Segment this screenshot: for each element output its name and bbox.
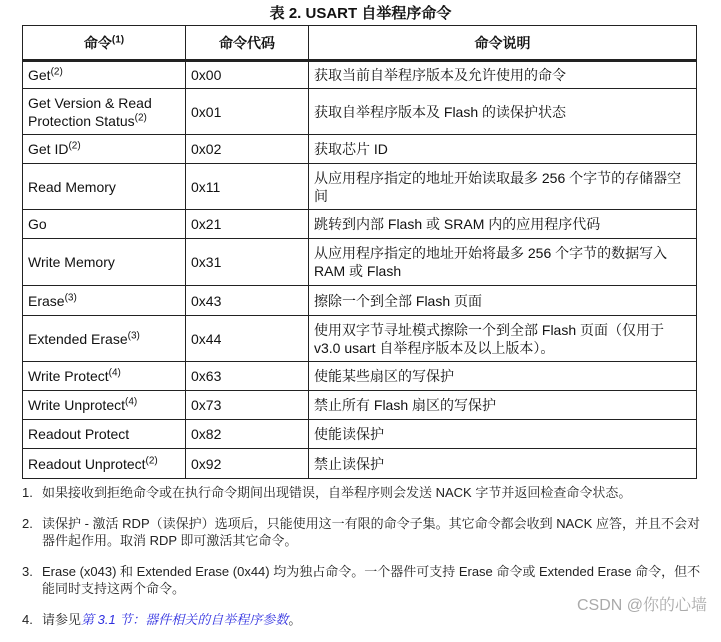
table-row: [23, 210, 697, 239]
command-code: 0x31: [186, 239, 309, 286]
usart-command-table: [22, 25, 697, 479]
header-code: 命令代码: [186, 26, 309, 61]
header-command: [23, 26, 186, 61]
command-name-cell: [23, 420, 186, 449]
footnote-ref: (2): [68, 140, 81, 152]
footnote-text: Erase (x043) 和 Extended Erase (0x44) 均为独占命令。一个器件可支持 Erase 命令或 Extended Erase 命令，但不能同时支持这两个命令。: [42, 564, 701, 596]
command-name: Get ID: [28, 141, 69, 157]
command-description: 获取自举程序版本及 Flash 的读保护状态: [309, 89, 697, 135]
footnote-number: 4.: [22, 612, 33, 627]
section-link[interactable]: 第 3.1 节：器件相关的自举程序参数: [81, 612, 289, 627]
command-name: Read Memory: [28, 178, 116, 195]
header-desc: 命令说明: [309, 26, 697, 61]
command-code: 0x92: [186, 449, 309, 479]
command-name-cell: [23, 89, 186, 135]
command-code: 0x02: [186, 135, 309, 164]
command-code: 0x43: [186, 286, 309, 316]
footnote-number: 1.: [22, 485, 33, 500]
table-row: [23, 135, 697, 164]
table-header-row: [23, 26, 697, 61]
command-name: Write Protect: [28, 368, 109, 384]
footnote-number: 3.: [22, 564, 33, 579]
command-name-cell: [23, 391, 186, 420]
command-name: Erase: [28, 292, 65, 309]
command-description: 禁止所有 Flash 扇区的写保护: [309, 391, 697, 420]
footnote-text: 如果接收到拒绝命令或在执行命令期间出现错误，自举程序则会发送 NACK 字节并返回检查命令状态。: [42, 485, 632, 500]
command-code: 0x00: [186, 61, 309, 89]
footnote: [22, 484, 702, 501]
footnote-ref: (2): [134, 111, 147, 123]
command-description: 跳转到内部 Flash 或 SRAM 内的应用程序代码: [309, 210, 697, 239]
header-command-label: 命令: [83, 34, 112, 51]
command-description: 使能某些扇区的写保护: [309, 362, 697, 391]
command-code: 0x73: [186, 391, 309, 420]
table-row: [23, 164, 697, 210]
table-row: [23, 89, 697, 135]
command-description: 擦除一个到全部 Flash 页面: [309, 286, 697, 316]
footnote-ref: (4): [108, 367, 121, 379]
table-row: [23, 391, 697, 420]
footnote-number: 2.: [22, 516, 33, 531]
table-row: [23, 286, 697, 316]
command-name-cell: [23, 316, 186, 362]
footnote: [22, 515, 702, 549]
table-row: [23, 239, 697, 286]
table-row: [23, 362, 697, 391]
table-row: [23, 316, 697, 362]
footnote-text: 读保护 - 激活 RDP（读保护）选项后，只能使用这一有限的命令子集。其它命令都会收到 NACK 应答，并且不会对器件起作用。取消 RDP 即可激活其它命令。: [42, 516, 700, 548]
footnote-ref: (2): [50, 66, 63, 78]
command-name-cell: [23, 286, 186, 316]
command-description: 从应用程序指定的地址开始将最多 256 个字节的数据写入 RAM 或 Flash: [309, 239, 697, 286]
command-name: Readout Unprotect: [28, 455, 146, 472]
command-code: 0x44: [186, 316, 309, 362]
command-name-cell: [23, 210, 186, 239]
table-row: [23, 61, 697, 89]
command-code: 0x21: [186, 210, 309, 239]
footnotes: [22, 484, 702, 642]
command-description: 获取芯片 ID: [309, 135, 697, 164]
footnote-ref: (3): [127, 329, 140, 341]
footnote-ref: (3): [64, 291, 77, 303]
watermark: CSDN @你的心墙: [576, 597, 707, 614]
footnote-ref: (4): [125, 396, 138, 408]
command-description: 从应用程序指定的地址开始读取最多 256 个字节的存储器空间: [309, 164, 697, 210]
command-name-cell: [23, 362, 186, 391]
command-name: Get: [28, 67, 51, 83]
command-name-cell: [23, 449, 186, 479]
footnote-ref: (1): [111, 33, 125, 45]
command-name-cell: [23, 239, 186, 286]
command-name-cell: [23, 164, 186, 210]
table-row: [23, 449, 697, 479]
command-description: 使能读保护: [309, 420, 697, 449]
footnote-suffix: 。: [288, 612, 302, 627]
command-name-cell: [23, 61, 186, 89]
command-code: 0x01: [186, 89, 309, 135]
command-description: 获取当前自举程序版本及允许使用的命令: [309, 61, 697, 89]
table-title: 表 2. USART 自举程序命令: [269, 5, 452, 22]
command-name: Write Unprotect: [28, 397, 125, 413]
command-name: Get Version & Read Protection Status: [28, 94, 152, 129]
command-code: 0x82: [186, 420, 309, 449]
command-name: Go: [28, 216, 47, 232]
footnote-prefix: 请参见: [42, 612, 82, 627]
command-code: 0x11: [186, 164, 309, 210]
command-name: Extended Erase: [28, 330, 128, 347]
command-code: 0x63: [186, 362, 309, 391]
command-name: Readout Protect: [28, 426, 130, 442]
command-description: 禁止读保护: [309, 449, 697, 479]
table-row: [23, 420, 697, 449]
command-description: 使用双字节寻址模式擦除一个到全部 Flash 页面（仅用于 v3.0 usart 自举程序版本及以上版本）。: [309, 316, 697, 362]
command-name-cell: [23, 135, 186, 164]
command-name: Write Memory: [28, 254, 115, 270]
footnote-ref: (2): [145, 454, 158, 466]
